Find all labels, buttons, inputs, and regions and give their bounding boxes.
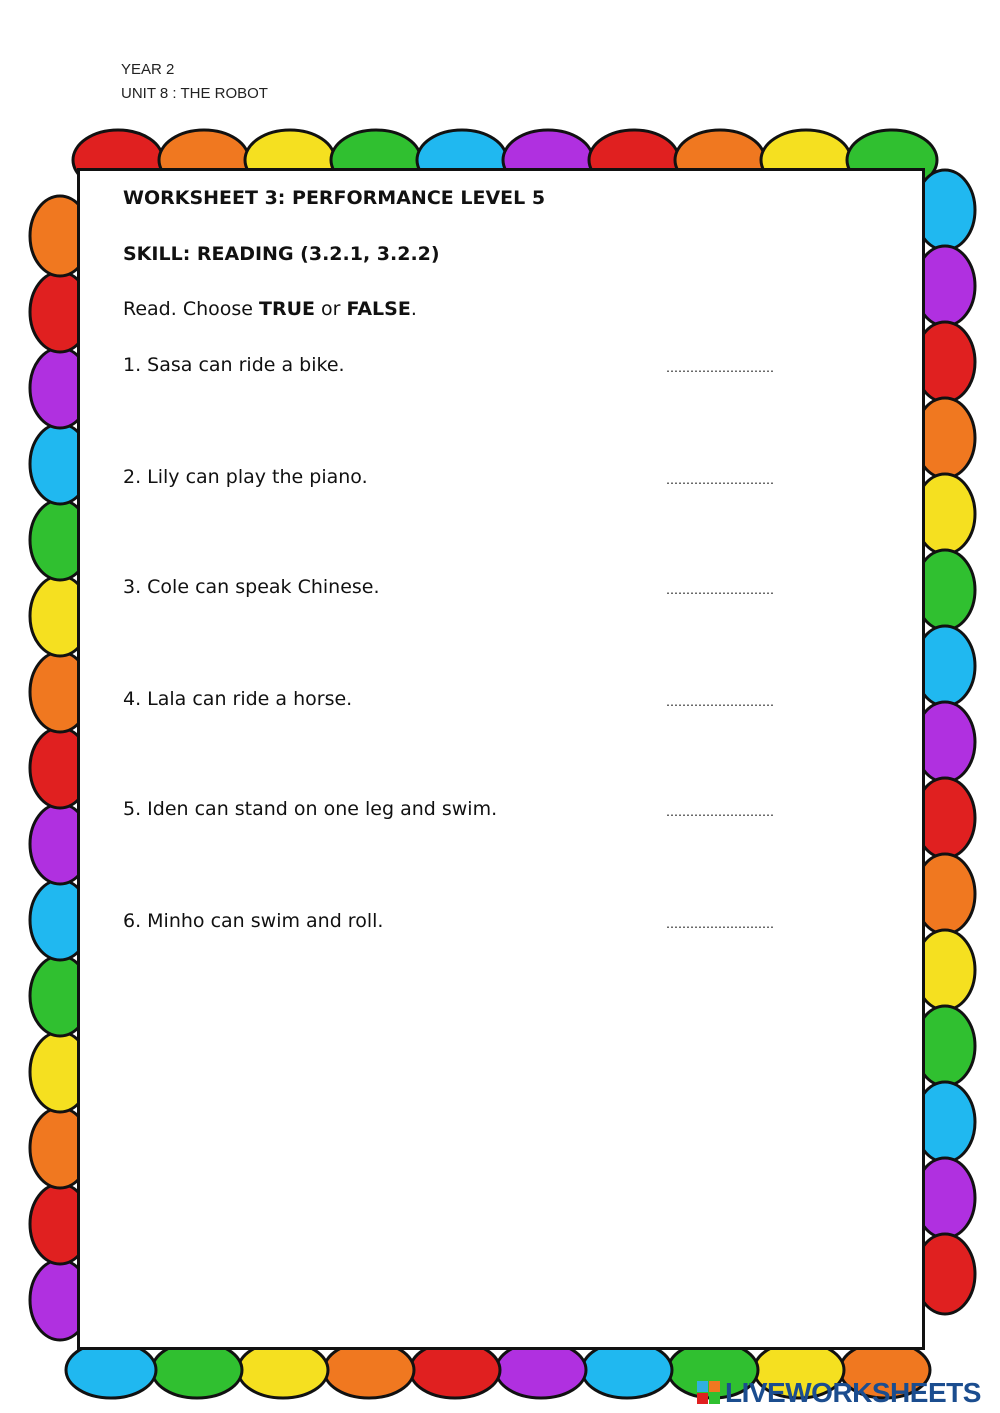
question-6: 6. Minho can swim and roll. [123, 910, 384, 932]
border-scallop [66, 1342, 156, 1398]
border-scallop [152, 1342, 242, 1398]
instruction-suffix: . [410, 298, 417, 320]
answer-blank-6[interactable]: ……………………… [666, 917, 774, 931]
border-scallop [582, 1342, 672, 1398]
instruction-middle: or [315, 298, 347, 320]
question-5: 5. Iden can stand on one leg and swim. [123, 798, 498, 820]
question-4: 4. Lala can ride a horse. [123, 688, 353, 710]
border-scallop [238, 1342, 328, 1398]
true-word: TRUE [259, 298, 316, 320]
answer-blank-1[interactable]: ……………………… [666, 361, 774, 375]
question-1: 1. Sasa can ride a bike. [123, 354, 345, 376]
border-scallop [410, 1342, 500, 1398]
worksheet-panel [77, 168, 925, 1350]
question-2: 2. Lily can play the piano. [123, 466, 368, 488]
border-scallop [324, 1342, 414, 1398]
answer-blank-5[interactable]: ……………………… [666, 805, 774, 819]
answer-blank-3[interactable]: ……………………… [666, 583, 774, 597]
liveworksheets-wordmark: LIVEWORKSHEETS [725, 1377, 981, 1408]
answer-blank-2[interactable]: ……………………… [666, 473, 774, 487]
liveworksheets-logo [697, 1378, 981, 1408]
worksheet-title: WORKSHEET 3: PERFORMANCE LEVEL 5 [123, 187, 546, 209]
header-year: YEAR 2 [121, 61, 175, 78]
header-unit: UNIT 8 : THE ROBOT [121, 85, 268, 102]
question-3: 3. Cole can speak Chinese. [123, 576, 380, 598]
answer-blank-4[interactable]: ……………………… [666, 695, 774, 709]
false-word: FALSE [346, 298, 411, 320]
logo-cubes-icon [697, 1381, 723, 1405]
border-scallop [496, 1342, 586, 1398]
skill-line: SKILL: READING (3.2.1, 3.2.2) [123, 243, 440, 265]
instruction-prefix: Read. Choose [123, 298, 260, 320]
instruction [123, 298, 417, 320]
